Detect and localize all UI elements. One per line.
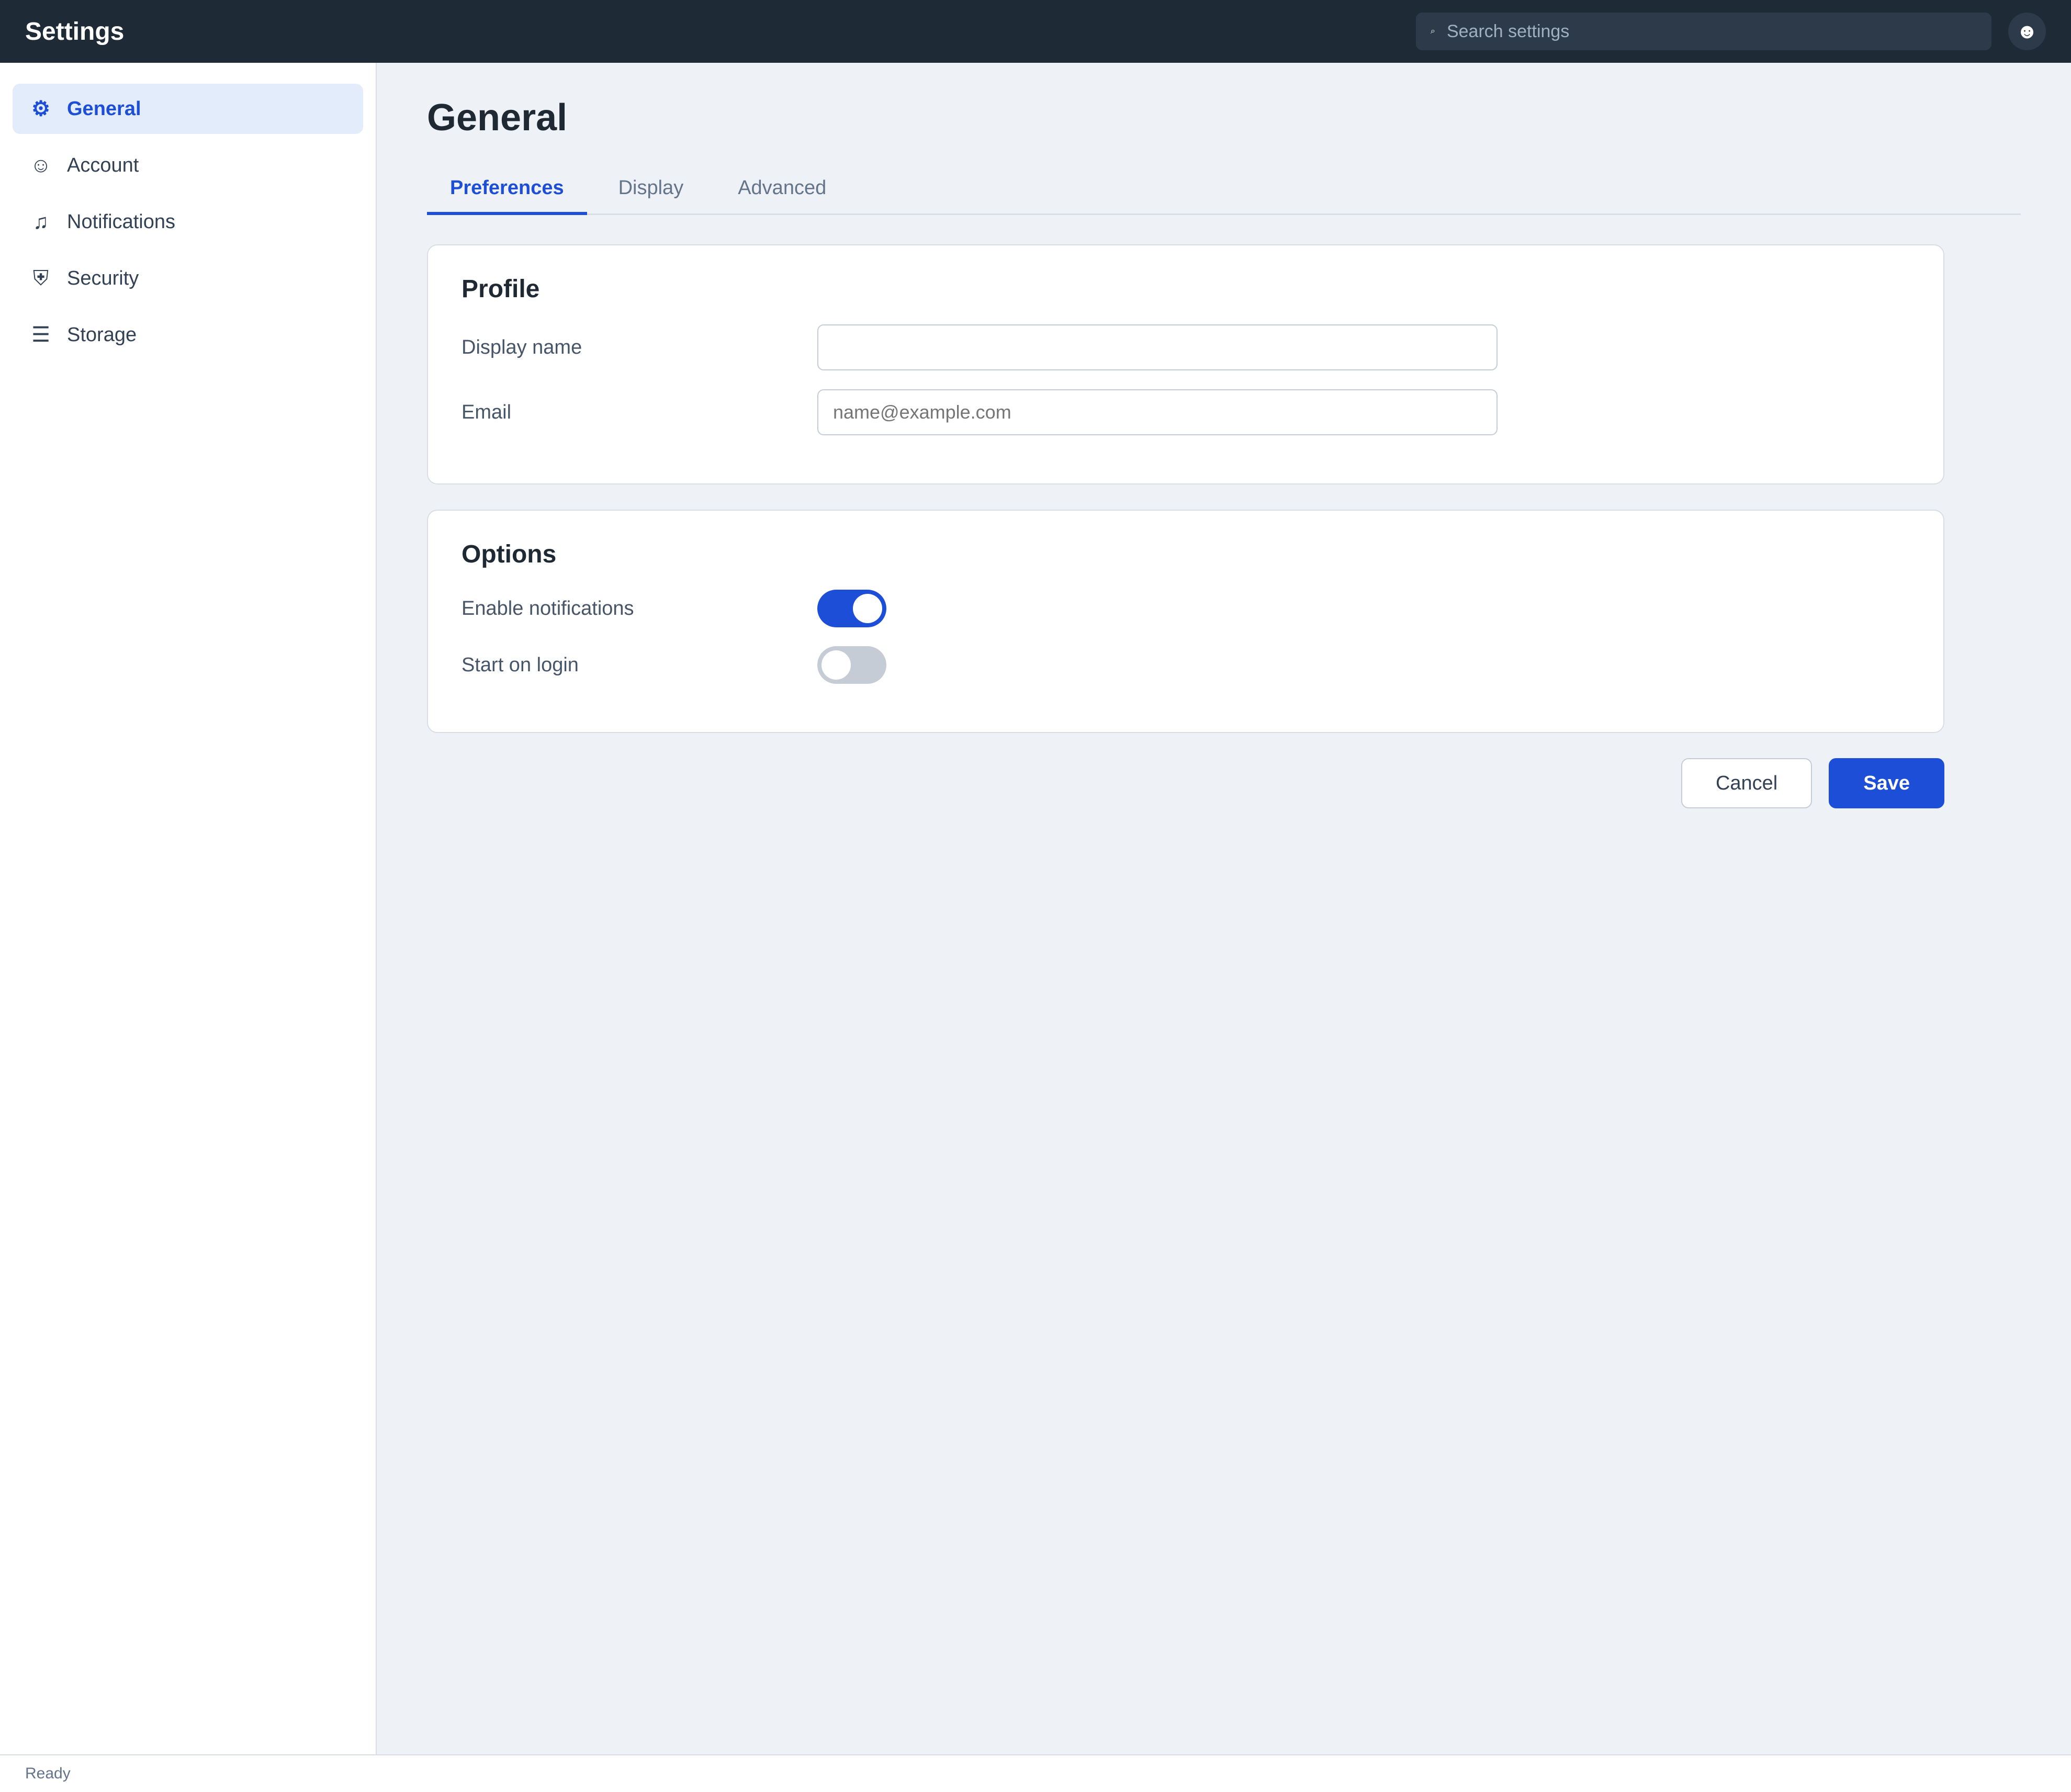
start-on-login-toggle[interactable] (817, 646, 886, 684)
sidebar-item-account[interactable] (13, 140, 363, 190)
notifications-toggle[interactable] (817, 590, 886, 627)
field-label: Enable notifications (462, 597, 634, 619)
display-name-row (462, 324, 1910, 370)
bell-icon: ♫ (33, 210, 49, 233)
save-button[interactable]: Save (1829, 758, 1944, 808)
card-title: Profile (462, 275, 540, 303)
search-box[interactable] (1416, 13, 1991, 50)
user-menu-icon[interactable]: ☻ (2008, 13, 2046, 50)
status-text: Ready (25, 1765, 71, 1782)
sidebar-item-label: Notifications (67, 210, 175, 233)
tab-bar (427, 164, 2021, 215)
field-label: Email (462, 401, 512, 423)
content-area (0, 63, 2071, 1754)
profile-card (427, 244, 1944, 484)
start-on-login-row (462, 646, 1910, 684)
main-panel (377, 63, 2071, 1754)
tab-advanced[interactable]: Advanced (738, 177, 827, 199)
display-name-field[interactable] (817, 324, 1498, 370)
options-card (427, 510, 1944, 733)
tab-preferences[interactable]: Preferences (427, 164, 587, 215)
status-bar (0, 1754, 2071, 1792)
folder-icon: ☰ (31, 323, 50, 346)
sidebar-item-notifications[interactable] (13, 197, 363, 247)
action-bar (427, 758, 1944, 808)
sidebar-item-storage[interactable] (13, 310, 363, 360)
card-title: Options (462, 540, 557, 568)
sidebar-item-label: General (67, 97, 141, 120)
search-input[interactable] (1446, 15, 1977, 48)
email-field[interactable] (817, 389, 1498, 435)
app-title: Settings (25, 17, 125, 46)
email-row (462, 389, 1910, 435)
sidebar-item-label: Storage (67, 323, 137, 346)
sidebar-item-general[interactable] (13, 84, 363, 134)
gear-icon: ⚙ (31, 97, 50, 120)
title-bar (0, 0, 2071, 63)
shield-icon: ⛨ (33, 266, 49, 290)
sidebar-item-label: Security (67, 267, 139, 289)
page-title: General (427, 97, 568, 139)
tab-display[interactable]: Display (618, 177, 684, 199)
sidebar-item-label: Account (67, 154, 139, 176)
field-label: Display name (462, 336, 582, 358)
sidebar (0, 63, 377, 1754)
field-label: Start on login (462, 653, 579, 676)
sidebar-item-security[interactable] (13, 253, 363, 303)
user-icon: ☺ (30, 153, 52, 177)
notifications-row (462, 590, 1910, 627)
search-icon: ⌕ (1431, 27, 1435, 36)
cancel-button[interactable]: Cancel (1681, 758, 1812, 808)
